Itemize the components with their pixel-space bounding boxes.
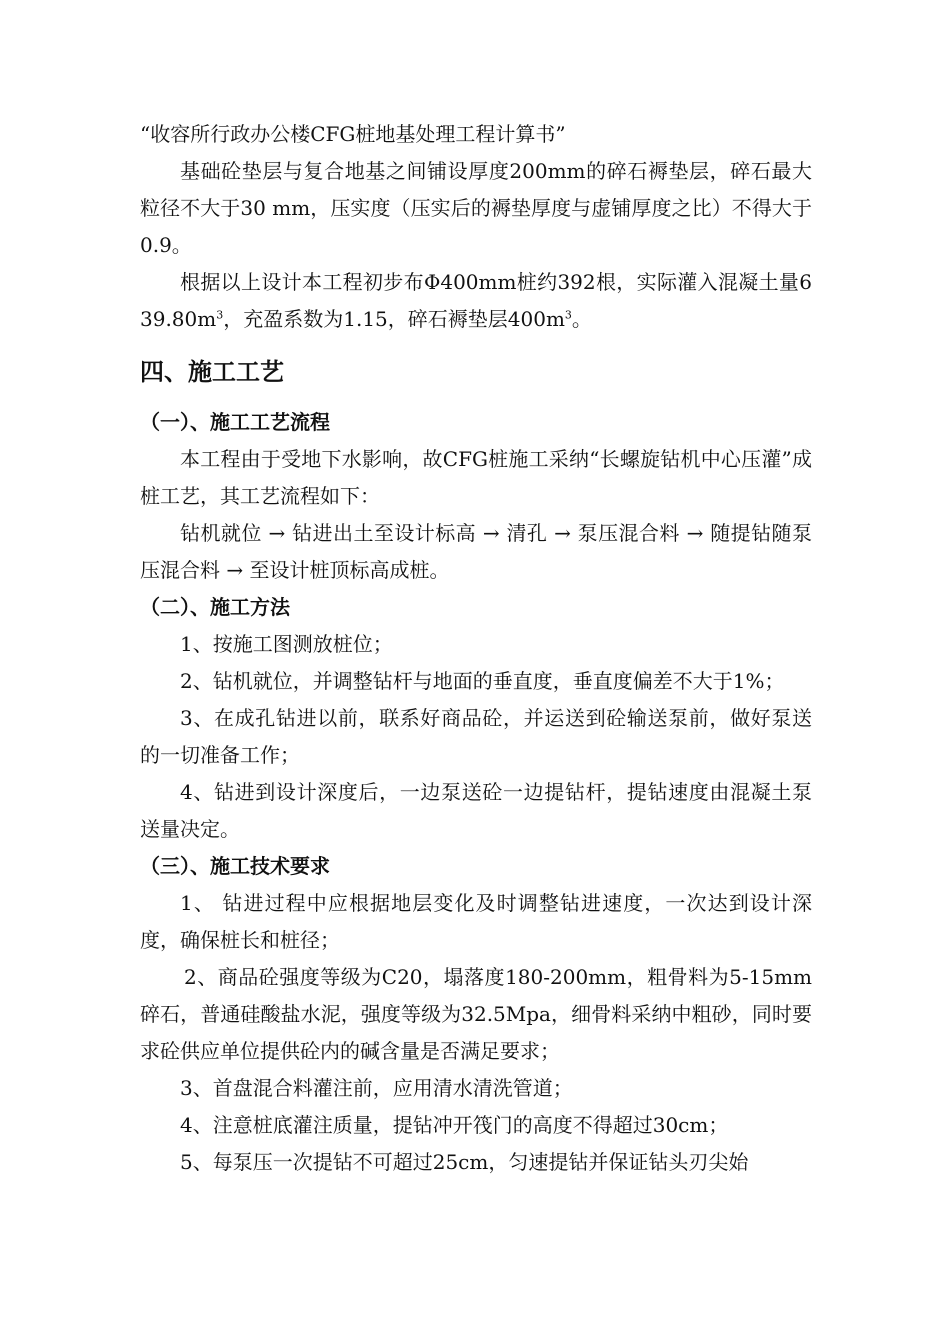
intro-paragraph-piles [140,264,812,338]
subsection-heading-technical-requirements: （三）、施工技术要求 [140,854,330,878]
subsection-heading-process-flow: （一）、施工工艺流程 [140,410,330,434]
process-flow-paragraph: 本工程由于受地下水影响，故CFG桩施工采纳“长螺旋钻机中心压灌”成桩工艺，其工艺流程如下： [140,447,812,508]
document-page [140,116,812,1181]
piles-text-b: ，充盈系数为1.15，碎石褥垫层400m [223,307,565,331]
process-flow-steps: 钻机就位 → 钻进出土至设计标高 → 清孔 → 泵压混合料 → 随提钻随泵压混合料 → 至设计桩顶标高成桩。 [140,521,812,582]
superscript-cubic-2: 3 [564,308,572,322]
subsection-heading-method: （二）、施工方法 [140,595,290,619]
intro-paragraph-cushion: 基础砼垫层与复合地基之间铺设厚度200mm的碎石褥垫层，碎石最大粒径不大于30 mm，压实度（压实后的褥垫厚度与虚铺厚度之比）不得大于0.9。 [140,159,812,257]
requirement-item-5: 5、每泵压一次提钻不可超过25cm，匀速提钻并保证钻头刃尖始 [180,1150,749,1174]
method-item-1: 1、按施工图测放桩位； [180,632,393,656]
requirement-item-1: 1、 钻进过程中应根据地层变化及时调整钻进速度，一次达到设计深度，确保桩长和桩径； [140,891,812,952]
piles-text-c: 。 [571,307,592,331]
method-item-2: 2、钻机就位，并调整钻杆与地面的垂直度，垂直度偏差不大于1%； [180,669,785,693]
requirement-item-4: 4、注意桩底灌注质量，提钻冲开筏门的高度不得超过30cm； [180,1113,729,1137]
superscript-cubic-1: 3 [216,308,224,322]
requirement-item-3: 3、首盘混合料灌注前，应用清水清洗管道； [180,1076,573,1100]
method-item-4: 4、钻进到设计深度后，一边泵送砼一边提钻杆，提钻速度由混凝土泵送量决定。 [140,780,812,841]
piles-text-a: 根据以上设计本工程初步布Φ400mm桩约392根，实际灌入混凝土量639.80m [140,270,812,331]
method-item-3: 3、在成孔钻进以前，联系好商品砼，并运送到砼输送泵前，做好泵送的一切准备工作； [140,706,812,767]
requirement-item-2: 2、商品砼强度等级为C20，塌落度180-200mm，粗骨料为5-15mm碎石，普通硅酸盐水泥，强度等级为32.5Mpa，细骨料采纳中粗砂，同时要求砼供应单位提供砼内的碱含量是否满足要求； [140,965,812,1063]
document-title: “收容所行政办公楼CFG桩地基处理工程计算书” [140,122,566,146]
section-heading-construction-process: 四、施工工艺 [140,358,284,386]
